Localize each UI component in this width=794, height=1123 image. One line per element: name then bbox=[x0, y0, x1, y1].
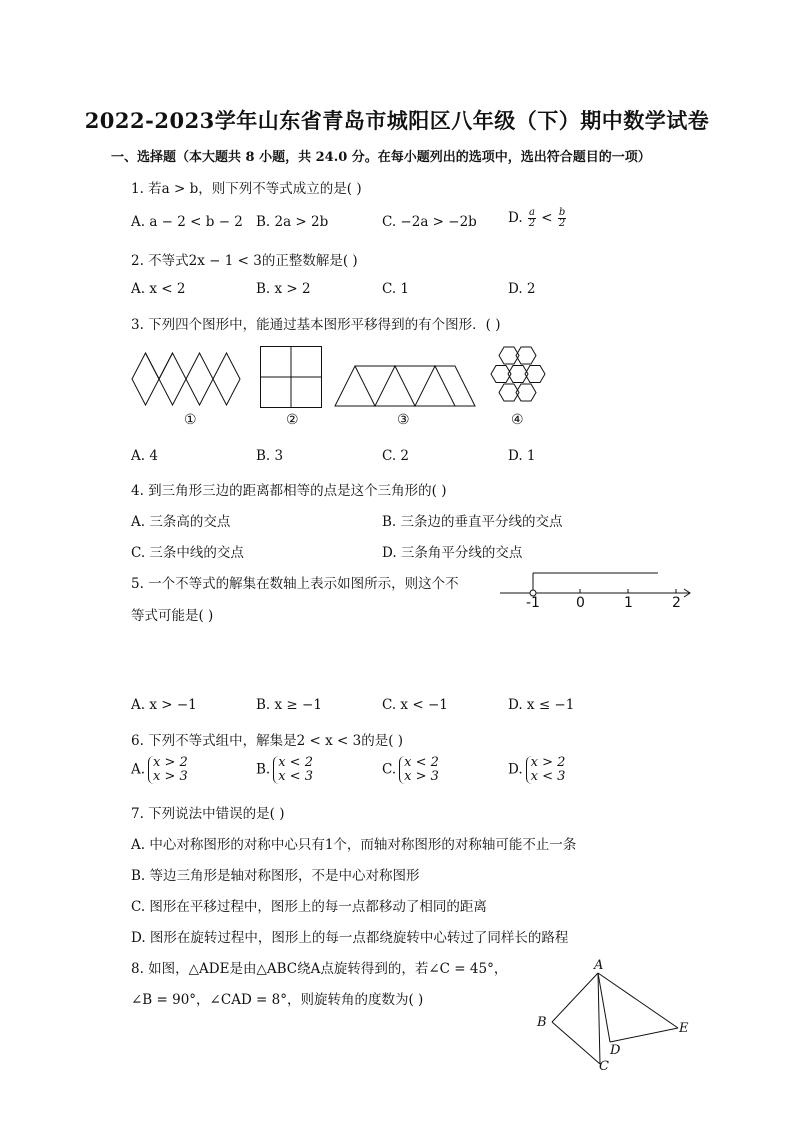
question-3-stem: 3. 下列四个图形中，能通过基本图形平移得到的有个图形．( ) bbox=[131, 317, 501, 333]
rotation-triangle-figure bbox=[530, 958, 710, 1078]
q1-option-a: A. a − 2 < b − 2 bbox=[131, 214, 243, 230]
q5-option-d: D. x ≤ −1 bbox=[508, 697, 575, 713]
q6-option-b bbox=[256, 756, 313, 784]
figure-3-triangles bbox=[335, 365, 475, 407]
point-label-a: A bbox=[594, 958, 604, 973]
q4-option-c: C. 三条中线的交点 bbox=[131, 545, 244, 561]
q6-option-a-prefix: A. bbox=[131, 761, 146, 778]
section-heading: 一、选择题（本大题共 8 小题，共 24.0 分。在每小题列出的选项中，选出符合题目的一项） bbox=[111, 150, 651, 165]
q4-option-a: A. 三条高的交点 bbox=[131, 514, 231, 530]
q6-option-c bbox=[382, 756, 439, 784]
q6-option-c-prefix: C. bbox=[382, 761, 397, 778]
q4-option-d: D. 三条角平分线的交点 bbox=[382, 545, 523, 561]
q6-option-d-prefix: D. bbox=[508, 761, 523, 778]
question-1-stem: 1. 若a > b，则下列不等式成立的是( ) bbox=[131, 181, 362, 197]
q2-option-c: C. 1 bbox=[382, 281, 410, 297]
q5-option-a: A. x > −1 bbox=[131, 697, 197, 713]
figure-label-1: ① bbox=[184, 412, 197, 428]
inequality-system-c: x < 2 x > 3 bbox=[399, 756, 439, 784]
fraction-b-over-2: $\frac{b}{2}$ bbox=[558, 207, 566, 229]
point-label-c: C bbox=[599, 1059, 609, 1074]
q2-option-b: B. x > 2 bbox=[256, 281, 311, 297]
q3-option-b: B. 3 bbox=[256, 448, 284, 464]
point-label-e: E bbox=[679, 1021, 689, 1036]
figure-1-diamonds bbox=[132, 353, 244, 405]
figure-label-4: ④ bbox=[511, 412, 524, 428]
question-5-stem-line1: 5. 一个不等式的解集在数轴上表示如图所示，则这个不 bbox=[131, 576, 459, 592]
inequality-system-a: x > 2 x > 3 bbox=[148, 756, 188, 784]
tick-label-neg1: -1 bbox=[526, 595, 540, 611]
tick-label-2: 2 bbox=[672, 595, 681, 611]
q3-option-a: A. 4 bbox=[131, 448, 158, 464]
q7-option-b: B. 等边三角形是轴对称图形，不是中心对称图形 bbox=[131, 868, 420, 884]
figure-label-3: ③ bbox=[397, 412, 410, 428]
q1-option-b: B. 2a > 2b bbox=[256, 214, 329, 230]
figure-4-hexagons bbox=[494, 346, 546, 404]
q7-option-a: A. 中心对称图形的对称中心只有1个，而轴对称图形的对称轴可能不止一条 bbox=[131, 837, 577, 853]
figure-2-grid-square bbox=[260, 346, 322, 408]
figure-label-2: ② bbox=[286, 412, 299, 428]
question-6-stem: 6. 下列不等式组中，解集是2 < x < 3的是( ) bbox=[131, 733, 404, 749]
question-7-stem: 7. 下列说法中错误的是( ) bbox=[131, 806, 285, 822]
page-title: 2022-2023学年山东省青岛市城阳区八年级（下）期中数学试卷 bbox=[84, 108, 710, 133]
question-5-stem-line2: 等式可能是( ) bbox=[131, 608, 214, 624]
q1-option-d bbox=[508, 208, 567, 229]
question-4-stem: 4. 到三角形三边的距离都相等的点是这个三角形的( ) bbox=[131, 483, 447, 499]
point-label-d: D bbox=[610, 1043, 621, 1058]
q5-option-c: C. x < −1 bbox=[382, 697, 448, 713]
q1-option-c: C. −2a > −2b bbox=[382, 214, 477, 230]
tick-label-1: 1 bbox=[624, 595, 633, 611]
point-label-b: B bbox=[537, 1015, 547, 1030]
fraction-a-over-2: $\frac{a}{2}$ bbox=[528, 207, 536, 229]
q3-option-d: D. 1 bbox=[508, 448, 536, 464]
question-2-stem: 2. 不等式2x − 1 < 3的正整数解是( ) bbox=[131, 253, 358, 269]
q2-option-a: A. x < 2 bbox=[131, 281, 186, 297]
question-8-stem-line2: ∠B = 90°，∠CAD = 8°，则旋转角的度数为( ) bbox=[131, 992, 424, 1008]
q7-option-d: D. 图形在旋转过程中，图形上的每一点都绕旋转中心转过了同样长的路程 bbox=[131, 930, 569, 946]
less-than-sign: < bbox=[541, 210, 553, 226]
q1-option-d-prefix: D. bbox=[508, 210, 523, 226]
q5-option-b: B. x ≥ −1 bbox=[256, 697, 322, 713]
question-8-stem-line1: 8. 如图，△ADE是由△ABC绕A点旋转得到的，若∠C = 45°， bbox=[131, 961, 508, 977]
q6-option-a bbox=[131, 756, 188, 784]
q4-option-b: B. 三条边的垂直平分线的交点 bbox=[382, 514, 563, 530]
q7-option-c: C. 图形在平移过程中，图形上的每一点都移动了相同的距离 bbox=[131, 899, 487, 915]
q6-option-d bbox=[508, 756, 565, 784]
inequality-system-b: x < 2 x < 3 bbox=[273, 756, 313, 784]
q3-option-c: C. 2 bbox=[382, 448, 410, 464]
q2-option-d: D. 2 bbox=[508, 281, 536, 297]
inequality-system-d: x > 2 x < 3 bbox=[526, 756, 566, 784]
q6-option-b-prefix: B. bbox=[256, 761, 271, 778]
tick-label-0: 0 bbox=[576, 595, 585, 611]
